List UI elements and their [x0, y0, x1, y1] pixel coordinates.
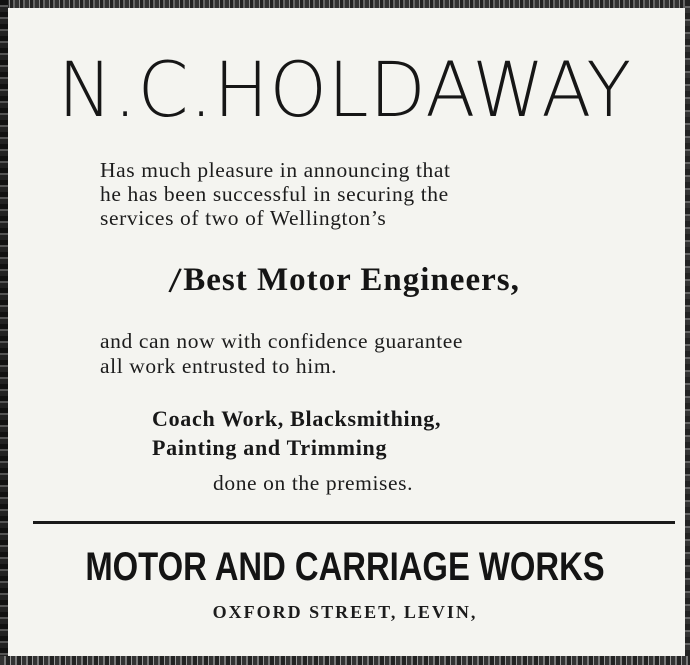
intro-line: services of two of Wellington’s	[100, 206, 387, 230]
divider-rule	[33, 521, 675, 524]
guarantee-paragraph	[100, 329, 620, 379]
guarantee-line: and can now with confidence guarantee	[100, 329, 464, 353]
page-border-right	[685, 0, 690, 665]
page-border-left	[0, 0, 8, 665]
engineers-line	[0, 262, 690, 299]
engineers-text: Best Motor Engineers,	[183, 262, 520, 298]
intro-line: Has much pleasure in announcing that	[100, 158, 451, 182]
works-address: OXFORD STREET, LEVIN,	[212, 602, 478, 622]
advert-heading: N.C.HOLDAWAY	[57, 45, 633, 134]
page-border-top	[0, 0, 690, 8]
guarantee-line: all work entrusted to him.	[100, 354, 338, 378]
services-line: Painting and Trimming	[152, 435, 388, 460]
intro-paragraph	[100, 158, 620, 230]
intro-line: he has been successful in securing the	[100, 182, 449, 206]
premises-line: done on the premises.	[213, 471, 414, 495]
services-list	[152, 404, 612, 462]
slash-mark: /	[167, 262, 184, 299]
services-line: Coach Work, Blacksmithing,	[152, 406, 442, 431]
works-title: MOTOR AND CARRIAGE WORKS	[85, 545, 605, 589]
page-border-bottom	[0, 656, 690, 665]
